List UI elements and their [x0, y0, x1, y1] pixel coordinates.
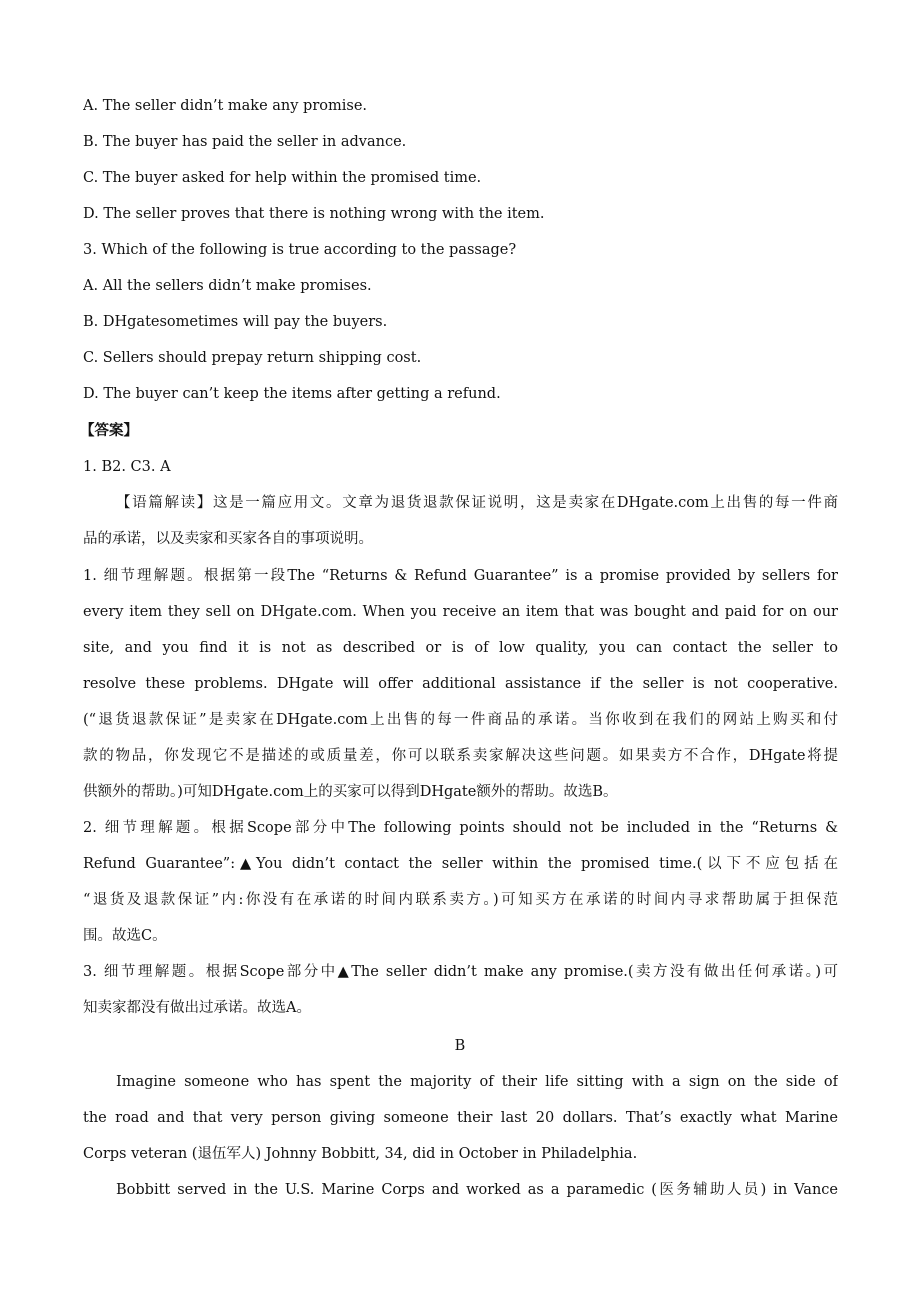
answer-keys: 1. B2. C3. A	[83, 459, 171, 475]
explanation-1-line: 款的物品，你发现它不是描述的或质量差，你可以联系卖家解决这些问题。如果卖方不合作，DHgate将提	[83, 748, 838, 764]
passage-b-line: Bobbitt served in the U.S. Marine Corps and worked as a paramedic (医务辅助人员) in Vance	[116, 1182, 838, 1198]
explanation-1-line: (“退货退款保证”是卖家在DHgate.com上出售的每一件商品的承诺。当你收到在我们的网站上购买和付	[83, 712, 838, 728]
passage-b-line: Corps veteran (退伍军人) Johnny Bobbitt, 34, did in October in Philadelphia.	[83, 1146, 638, 1162]
q2-option-d: D. The seller proves that there is nothing wrong with the item.	[83, 206, 545, 222]
summary-line: 【语篇解读】这是一篇应用文。文章为退货退款保证说明，这是卖家在DHgate.com上出售的每一件商	[116, 495, 838, 511]
passage-b-line: Imagine someone who has spent the majority of their life sitting with a sign on the side of	[116, 1074, 838, 1090]
explanation-1-line: 供额外的帮助。)可知DHgate.com上的买家可以得到DHgate额外的帮助。故选B。	[83, 784, 618, 800]
answer-heading: 【答案】	[80, 422, 138, 439]
explanation-2-line: 围。故选C。	[83, 928, 167, 944]
passage-b-line: the road and that very person giving someone their last 20 dollars. That’s exactly what Marine	[83, 1110, 838, 1126]
explanation-1-line: site, and you find it is not as described or is of low quality, you can contact the seller to	[83, 640, 838, 656]
summary-line: 品的承诺，以及卖家和买家各自的事项说明。	[83, 531, 373, 547]
explanation-1-line: 1. 细节理解题。根据第一段The “Returns & Refund Guarantee” is a promise provided by sellers for	[83, 568, 838, 584]
q2-option-b: B. The buyer has paid the seller in advance.	[83, 134, 407, 150]
explanation-1-line: resolve these problems. DHgate will offer additional assistance if the seller is not cooperative.	[83, 676, 838, 692]
section-b-title: B	[454, 1038, 466, 1054]
explanation-2-line: Refund Guarantee”:▲You didn’t contact the seller within the promised time.(以下不应包括在	[83, 856, 838, 872]
q3-option-b: B. DHgatesometimes will pay the buyers.	[83, 314, 388, 330]
explanation-2-line: “退货及退款保证”内:你没有在承诺的时间内联系卖方。)可知买方在承诺的时间内寻求帮助属于担保范	[83, 892, 838, 908]
q3-option-d: D. The buyer can’t keep the items after getting a refund.	[83, 386, 501, 402]
q2-option-c: C. The buyer asked for help within the promised time.	[83, 170, 482, 186]
q3-question: 3. Which of the following is true according to the passage?	[83, 242, 517, 258]
explanation-3-line: 3. 细节理解题。根据Scope部分中▲The seller didn’t make any promise.(卖方没有做出任何承诺。)可	[83, 964, 838, 980]
q3-option-a: A. All the sellers didn’t make promises.	[83, 278, 372, 294]
explanation-1-line: every item they sell on DHgate.com. When you receive an item that was bought and paid for on our	[83, 604, 838, 620]
q3-option-c: C. Sellers should prepay return shipping cost.	[83, 350, 422, 366]
explanation-3-line: 知卖家都没有做出过承诺。故选A。	[83, 1000, 311, 1016]
explanation-2-line: 2. 细节理解题。根据Scope部分中The following points should not be included in the “Returns &	[83, 820, 838, 836]
q2-option-a: A. The seller didn’t make any promise.	[83, 98, 368, 114]
